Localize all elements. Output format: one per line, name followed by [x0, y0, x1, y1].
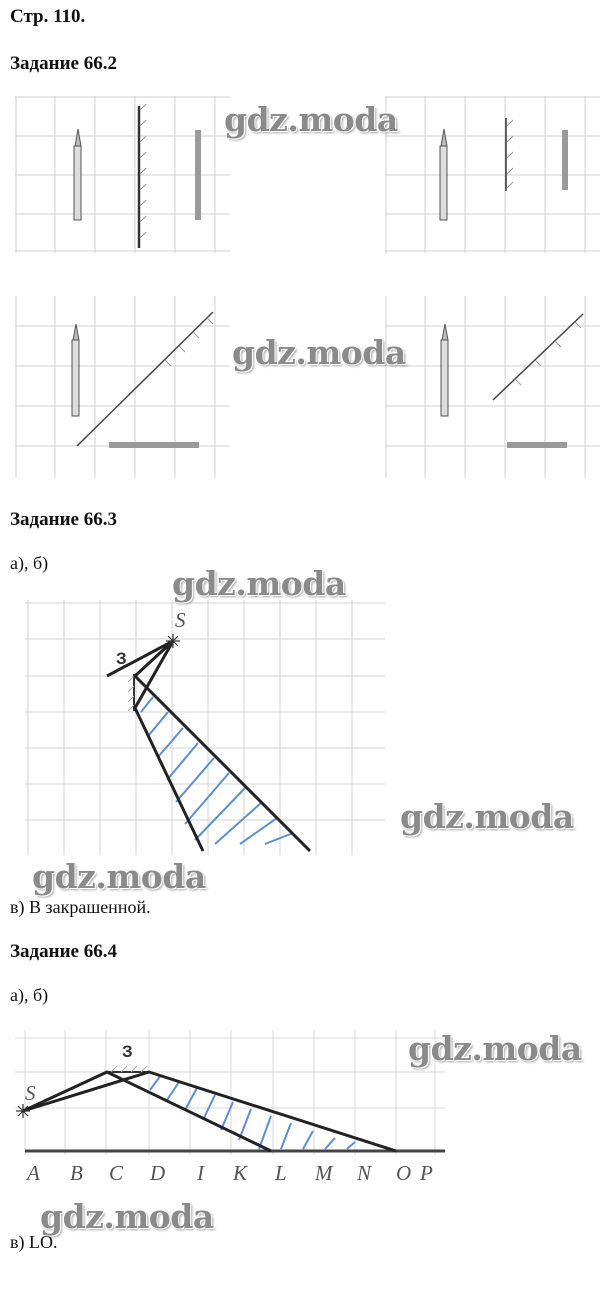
axis-letter: A	[27, 1161, 40, 1185]
diagram-66-2-b	[385, 96, 600, 253]
axis-letter: P	[420, 1161, 433, 1185]
mirror-label: З	[116, 649, 127, 668]
watermark-text: gdz.moda	[408, 1029, 582, 1068]
axis-letter: D	[150, 1161, 166, 1185]
pencil-icon	[72, 324, 79, 416]
axis-letter: N	[357, 1161, 372, 1185]
watermark-text: gdz.moda	[232, 333, 406, 372]
pencil-icon	[440, 129, 447, 220]
axis-letter: C	[109, 1161, 124, 1185]
pencil-image	[562, 130, 568, 190]
axis-letter: I	[197, 1161, 204, 1185]
task-66-3-answer: в) В закрашенной.	[10, 897, 151, 917]
axis-letter: K	[233, 1161, 248, 1185]
pencil-image	[507, 442, 567, 448]
diagram-66-2-d	[385, 296, 600, 478]
mirror-line	[493, 314, 583, 400]
task-66-4-heading: Задание 66.4	[10, 941, 117, 962]
diagram-66-4	[15, 1030, 445, 1195]
task-66-3-heading: Задание 66.3	[10, 509, 117, 530]
source-star-icon	[16, 1104, 30, 1118]
pencil-icon	[74, 129, 81, 220]
mirror-line	[77, 312, 213, 446]
pencil-icon	[441, 324, 448, 416]
watermark-text: gdz.moda	[40, 1197, 214, 1236]
axis-letter: B	[70, 1161, 83, 1185]
pencil-image	[109, 442, 199, 448]
source-star-icon	[166, 634, 180, 648]
diagram-66-3	[25, 600, 385, 855]
axis-letter: M	[315, 1161, 333, 1185]
rays	[23, 1072, 396, 1151]
task-66-4-parts-label: а), б)	[10, 985, 49, 1005]
axis-letters	[25, 1161, 433, 1185]
watermark-text: gdz.moda	[400, 797, 574, 836]
source-label: S	[25, 1081, 36, 1105]
task-66-4-answer: в) LO.	[10, 1232, 58, 1252]
page-title: Стр. 110.	[10, 6, 86, 27]
axis-letter: L	[275, 1161, 287, 1185]
diagram-66-2-c	[15, 296, 230, 478]
shaded-region	[150, 1075, 355, 1149]
source-label: S	[175, 608, 186, 632]
diagram-66-2-a	[15, 96, 230, 253]
watermark-text: gdz.moda	[224, 100, 398, 139]
task-66-2-heading: Задание 66.2	[10, 53, 117, 74]
watermark-text: gdz.moda	[172, 564, 346, 603]
mirror-label: З	[122, 1042, 133, 1061]
pencil-image	[195, 130, 201, 220]
task-66-3-parts-label: а), б)	[10, 553, 49, 573]
axis-letter: O	[396, 1161, 412, 1185]
watermark-text: gdz.moda	[32, 857, 206, 896]
